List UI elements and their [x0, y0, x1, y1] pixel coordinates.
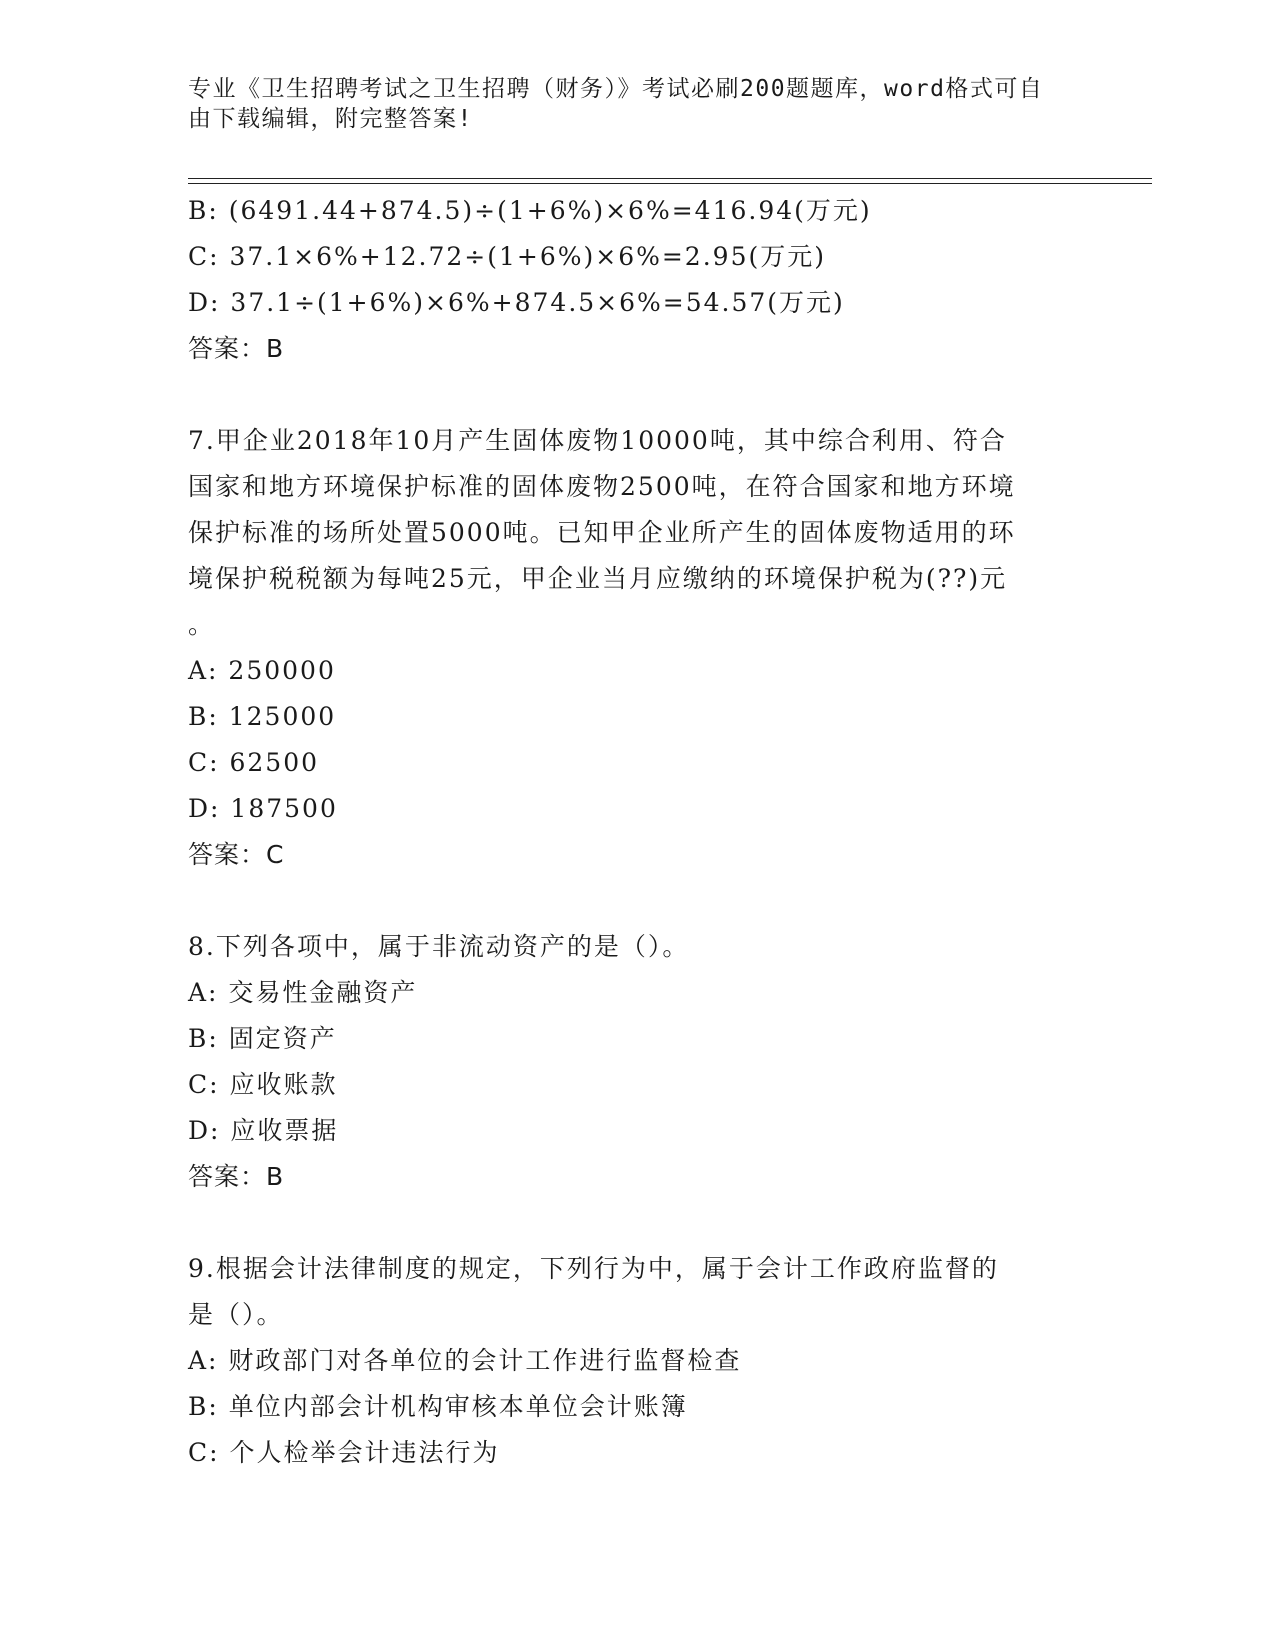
option-b: B: 125000 [188, 702, 337, 731]
option-c: C: 应收账款 [188, 1070, 338, 1099]
answer: 答案：B [188, 334, 285, 363]
question-8 [188, 924, 1088, 1200]
option-d: D: 187500 [188, 794, 338, 823]
option-d: D: 37.1÷(1+6%)×6%+874.5×6%=54.57(万元) [188, 288, 845, 317]
question-stem-line: 国家和地方环境保护标准的固体废物2500吨，在符合国家和地方环境 [188, 472, 1016, 501]
question-stem-line: 是（）。 [188, 1300, 284, 1329]
header-rule-top [188, 178, 1152, 179]
answer: 答案：B [188, 1162, 285, 1191]
question-stem-line: 境保护税税额为每吨25元，甲企业当月应缴纳的环境保护税为(??)元 [188, 564, 1008, 593]
document-header [188, 74, 1088, 134]
question-list [188, 188, 1088, 1476]
header-line-2: 由下载编辑，附完整答案! [188, 106, 473, 132]
option-c: C: 37.1×6%+12.72÷(1+6%)×6%=2.95(万元) [188, 242, 826, 271]
question-6 [188, 188, 1088, 372]
option-a: A: 交易性金融资产 [188, 978, 418, 1007]
header-rule-bottom [188, 183, 1152, 184]
spacer [188, 1200, 1088, 1246]
option-a: A: 250000 [188, 656, 336, 685]
question-7 [188, 418, 1088, 878]
header-line-1: 专业《卫生招聘考试之卫生招聘（财务）》考试必刷200题题库，word格式可自 [188, 76, 1044, 102]
option-b: B: (6491.44+874.5)÷(1+6%)×6%=416.94(万元) [188, 196, 872, 225]
option-c: C: 个人检举会计违法行为 [188, 1438, 500, 1467]
option-a: A: 财政部门对各单位的会计工作进行监督检查 [188, 1346, 742, 1375]
spacer [188, 878, 1088, 924]
question-9 [188, 1246, 1088, 1476]
question-stem-line: 9.根据会计法律制度的规定，下列行为中，属于会计工作政府监督的 [188, 1254, 999, 1283]
option-d: D: 应收票据 [188, 1116, 339, 1145]
question-stem-line: 。 [188, 610, 216, 639]
question-stem-line: 保护标准的场所处置5000吨。已知甲企业所产生的固体废物适用的环 [188, 518, 1016, 547]
answer: 答案：C [188, 840, 285, 869]
question-stem-line: 7.甲企业2018年10月产生固体废物10000吨，其中综合利用、符合 [188, 426, 1007, 455]
option-b: B: 固定资产 [188, 1024, 337, 1053]
question-stem: 8.下列各项中，属于非流动资产的是（）。 [188, 932, 690, 961]
option-c: C: 62500 [188, 748, 320, 777]
option-b: B: 单位内部会计机构审核本单位会计账簿 [188, 1392, 688, 1421]
spacer [188, 372, 1088, 418]
